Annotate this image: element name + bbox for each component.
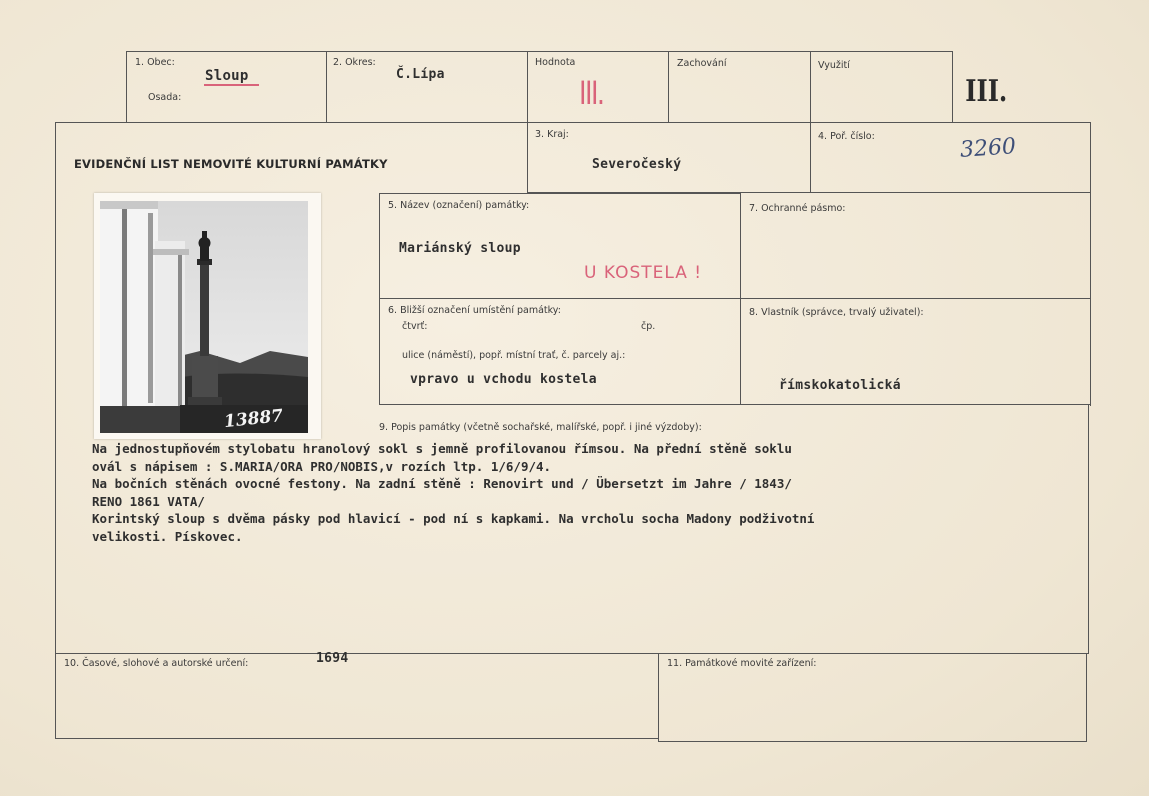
obec-label: 1. Obec: (135, 57, 175, 68)
form-title: EVIDENČNÍ LIST NEMOVITÉ KULTURNÍ PAMÁTKY (74, 157, 388, 171)
cp-label: čp. (641, 321, 656, 332)
nazev-note: U KOSTELA ! (584, 263, 703, 283)
umisteni-value: vpravo u vchodu kostela (410, 372, 597, 387)
grid-line (658, 653, 659, 741)
grid-line (55, 122, 1091, 123)
grid-line (55, 738, 659, 739)
description-text (92, 440, 1082, 545)
hodnota-label: Hodnota (535, 57, 576, 68)
grid-line (668, 51, 669, 123)
datace-value: 1694 (316, 651, 349, 666)
kraj-label: 3. Kraj: (535, 129, 569, 140)
vlastnik-label: 8. Vlastník (správce, trvalý uživatel): (749, 307, 924, 318)
grid-line (379, 298, 1091, 299)
kraj-value: Severočeský (592, 157, 682, 172)
ochranne-pasmo-label: 7. Ochranné pásmo: (749, 203, 846, 214)
blizsi-label: 6. Bližší označení umístění památky: (388, 305, 561, 316)
photo-number: 13887 (223, 405, 285, 433)
vlastnik-value: římskokatolická (779, 378, 901, 393)
ctvrt-label: čtvrť: (402, 321, 428, 332)
okres-label: 2. Okres: (333, 57, 376, 68)
corner-class-value: III. (965, 74, 1008, 109)
por-cislo-value: 3260 (959, 134, 1017, 163)
grid-line (55, 653, 1089, 654)
nazev-label: 5. Název (označení) památky: (388, 200, 530, 211)
grid-line (326, 51, 327, 123)
por-cislo-label: 4. Poř. číslo: (818, 131, 875, 142)
osada-label: Osada: (148, 92, 182, 103)
grid-line (379, 193, 741, 194)
grid-line (658, 741, 1087, 742)
column-photo-image (100, 201, 308, 433)
obec-underline (204, 84, 259, 86)
casove-label: 10. Časové, slohové a autorské určení: (64, 658, 249, 669)
grid-line (126, 51, 952, 52)
popis-label: 9. Popis památky (včetně sochařské, malířské, popř. i jiné výzdoby): (379, 422, 702, 433)
obec-value: Sloup (205, 68, 249, 84)
grid-line (1088, 404, 1089, 654)
monument-photo (94, 193, 321, 439)
nazev-value: Mariánský sloup (399, 241, 521, 256)
hodnota-value: III. (579, 74, 604, 112)
grid-line (1090, 122, 1091, 406)
vyuziti-label: Využití (818, 60, 850, 71)
description-line: Na bočních stěnách ovocné festony. Na zadní stěně : Renovirt und / Übersetzt im Jahre / 1843/ (92, 476, 792, 491)
description-line: RENO 1861 VATA/ (92, 493, 205, 509)
grid-line (379, 404, 1091, 405)
grid-line (1086, 653, 1087, 741)
grid-line (55, 122, 56, 738)
ulice-label: ulice (náměstí), popř. místní trať, č. parcely aj.: (402, 350, 626, 361)
description-line: Na jednostupňovém stylobatu hranolový sokl s jemně profilovanou římsou. Na přední stěně soklu (92, 441, 792, 456)
grid-line (952, 51, 953, 123)
movite-label: 11. Památkové movité zařízení: (667, 658, 817, 669)
zachovani-label: Zachování (677, 58, 727, 69)
description-line: Korintský sloup s dvěma pásky pod hlavicí - pod ní s kapkami. Na vrcholu socha Madony podživotní (92, 511, 815, 526)
okres-value: Č.Lípa (396, 67, 445, 82)
description-line: ovál s nápisem : S.MARIA/ORA PRO/NOBIS,v rozích ltp. 1/6/9/4. (92, 458, 552, 474)
description-line: velikosti. Pískovec. (92, 528, 243, 544)
grid-line (126, 51, 127, 123)
